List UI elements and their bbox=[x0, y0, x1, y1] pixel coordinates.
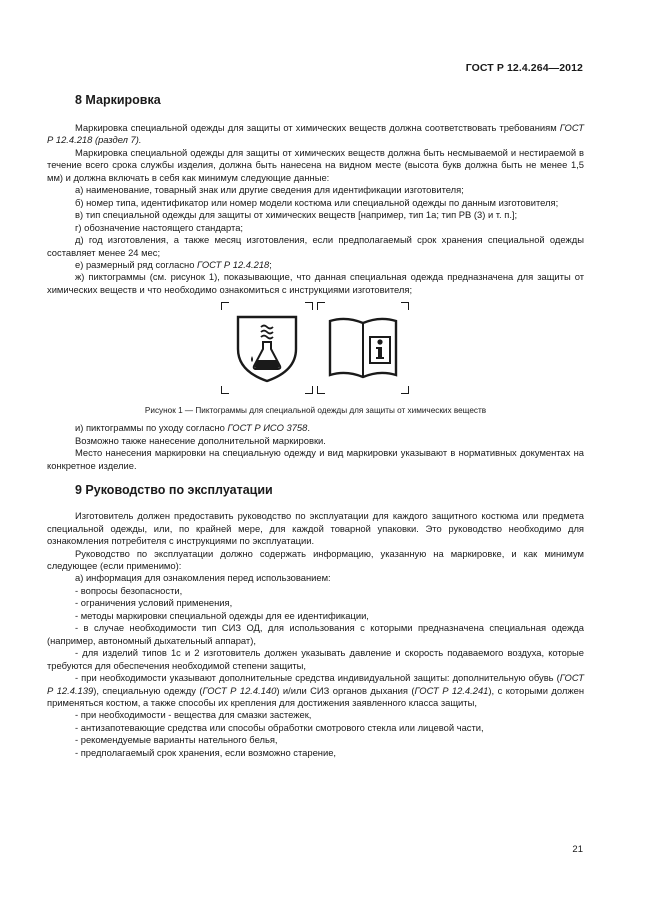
section-9-title: 9 Руководство по эксплуатации bbox=[75, 483, 273, 498]
s8-item-g: г) обозначение настоящего стандарта; bbox=[75, 221, 244, 233]
s9-dash-3: - методы маркировки специальной одежды для ее идентификации, bbox=[75, 609, 369, 621]
s8-item-v: в) тип специальной одежды для защиты от химических веществ [например, тип 1а; тип PB (3) и т. п.]; bbox=[75, 209, 518, 221]
page-number: 21 bbox=[572, 844, 583, 855]
figure-caption: Рисунок 1 — Пиктограммы для специальной одежды для защиты от химических веществ bbox=[144, 406, 487, 416]
s9-dash-8: - антизапотевающие средства или способы обработки смотрового стекла или лицевой части, bbox=[75, 721, 484, 733]
s8-item-i: и) пиктограммы по уходу согласно ГОСТ Р ИСО 3758. bbox=[75, 422, 310, 434]
chemical-protection-shield-icon bbox=[230, 311, 304, 385]
s9-dash-1: - вопросы безопасности, bbox=[75, 584, 183, 596]
s9-dash-9: - рекомендуемые варианты нательного белья, bbox=[75, 734, 278, 746]
s8-paragraph-2: Маркировка специальной одежды для защиты от химических веществ должна быть несмываемой и нестираемой в течение всего срока службы изделия, должна быть нанесена на видном месте (высота букв должна быть не менее 1,5 мм) и должна включать в себя как минимум следующие данные: bbox=[47, 146, 584, 183]
s9-dash-2: - ограничения условий применения, bbox=[75, 597, 233, 609]
s8-paragraph-4: Место нанесения маркировки на специальную одежду и вид маркировки указывают в нормативных документах на конкретное изделие. bbox=[47, 447, 584, 471]
s9-dash-10: - предполагаемый срок хранения, если возможно старение, bbox=[75, 746, 337, 758]
s9-dash-6: - при необходимости указывают дополнительные средства индивидуальной защиты: дополнительную обувь (ГОСТ Р 12.4.139), специальную одежду (ГОСТ Р 12.4.140) и/или СИЗ органов дыхания (ГОСТ Р 12.4.241), с которыми должен применяться костюм, а также способы их крепления для достижения заявленного класса защиты, bbox=[47, 672, 585, 708]
figure-1 bbox=[47, 302, 584, 422]
s9-paragraph-2: Руководство по эксплуатации должно содержать информацию, указанную на маркировке, и как минимум следующее (если применимо): bbox=[47, 547, 584, 571]
pictogram-frame-right bbox=[317, 302, 409, 394]
s8-item-d: д) год изготовления, а также месяц изготовления, если предполагаемый срок хранения специальной одежды составляет менее 24 мес; bbox=[47, 234, 584, 258]
reference-link: ГОСТ Р 12.4.218 (раздел 7). bbox=[47, 122, 584, 146]
s9-dash-5: - для изделий типов 1с и 2 изготовитель должен указывать давление и скорость подаваемого воздуха, которые требуются для обеспечения необходимой степени защиты, bbox=[47, 647, 584, 671]
read-instructions-book-icon bbox=[326, 311, 400, 385]
s8-item-e: е) размерный ряд согласно ГОСТ Р 12.4.218; bbox=[75, 258, 272, 270]
s8-item-zh: ж) пиктограммы (см. рисунок 1), показывающие, что данная специальная одежда предназначена для защиты от химических веществ и что необходимо ознакомиться с инструкциями изготовителя; bbox=[47, 271, 584, 295]
s8-item-a: а) наименование, товарный знак или другие сведения для идентификации изготовителя; bbox=[75, 184, 464, 196]
section-8-title: 8 Маркировка bbox=[75, 93, 161, 107]
standard-header: ГОСТ Р 12.4.264—2012 bbox=[465, 62, 583, 74]
s8-paragraph-1: Маркировка специальной одежды для защиты от химических веществ должна соответствовать требованиям ГОСТ Р 12.4.218 (раздел 7). bbox=[47, 122, 584, 146]
s8-item-b: б) номер типа, идентификатор или номер модели костюма или специальной одежды по данным изготовителя; bbox=[75, 196, 559, 208]
s9-item-a: а) информация для ознакомления перед использованием: bbox=[75, 572, 331, 584]
pictogram-frame-left bbox=[221, 302, 313, 394]
s9-paragraph-1: Изготовитель должен предоставить руководство по эксплуатации для каждого защитного костюма или предмета специальной одежды, или, по крайней мере, для каждой товарной упаковки. Это руководство необходимо для ознакомления потребителя с инструкциями по эксплуатации. bbox=[47, 510, 584, 547]
s9-dash-4: - в случае необходимости тип СИЗ ОД, для использования с которыми предназначена специальная одежда (например, автономный дыхательный аппарат), bbox=[47, 622, 584, 646]
s9-dash-7: - при необходимости - вещества для смазки застежек, bbox=[75, 709, 312, 721]
page-content bbox=[47, 92, 584, 759]
s8-paragraph-3: Возможно также нанесение дополнительной маркировки. bbox=[75, 434, 326, 446]
